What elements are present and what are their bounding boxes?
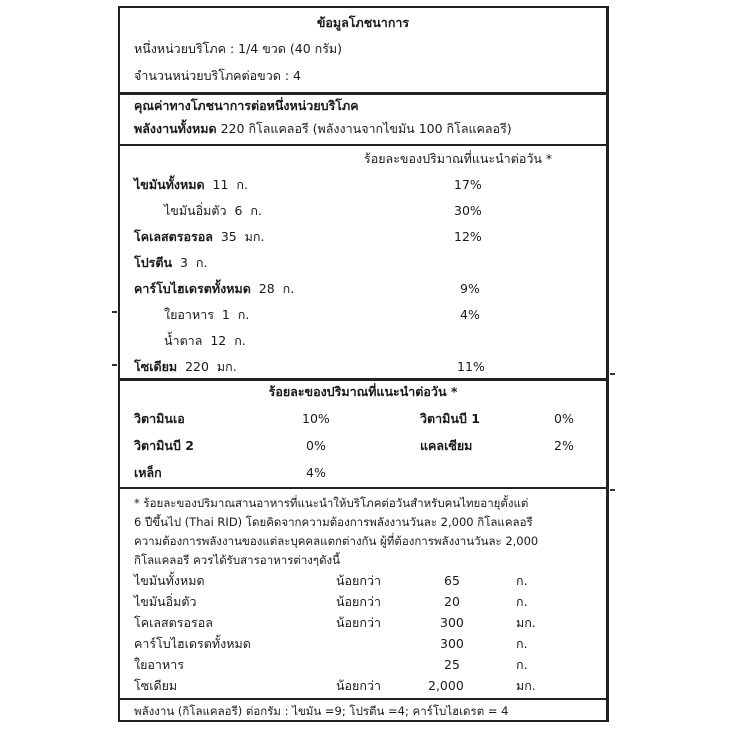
divider — [120, 144, 606, 146]
reference-value: 65 — [444, 573, 460, 588]
nutrient-amount: 12 — [210, 333, 227, 348]
divider — [120, 698, 606, 700]
nutrient-name: ไขมันทั้งหมด — [134, 177, 205, 192]
nutrient-name: โปรตีน — [134, 255, 173, 270]
nutrient-percent: 4% — [460, 307, 480, 322]
reference-qualifier: น้อยกว่า — [336, 594, 381, 609]
nutrient-row — [164, 333, 246, 349]
reference-value: 2,000 — [428, 678, 464, 693]
nutrient-name: โคเลสตรอรอล — [134, 229, 213, 244]
mineral-name: แคลเซียม — [420, 438, 473, 453]
reference-value: 25 — [444, 657, 460, 672]
nutrient-row — [164, 307, 249, 323]
reference-qualifier: น้อยกว่า — [336, 615, 381, 630]
nutrient-percent: 17% — [454, 177, 482, 192]
reference-qualifier: น้อยกว่า — [336, 678, 381, 693]
vitamin-percent: 10% — [302, 411, 330, 426]
nutrient-unit: ก. — [237, 307, 250, 322]
nutrient-row — [134, 359, 237, 375]
reference-name: ไขมันทั้งหมด — [134, 573, 205, 588]
nutrient-amount: 6 — [234, 203, 243, 218]
nutrient-unit: มก. — [216, 359, 237, 374]
reference-name: โคเลสตรอรอล — [134, 615, 213, 630]
footnote-line: ความต้องการพลังงานของแต่ละบุคคลแตกต่างกัน ผู้ที่ต้องการพลังงานวันละ 2,000 — [134, 534, 539, 548]
nutrient-row — [134, 281, 294, 297]
nutrient-name: คาร์โบไฮเดรตทั้งหมด — [134, 281, 251, 296]
percent-rdi-heading: ร้อยละของปริมาณที่แนะนำต่อวัน * — [364, 151, 553, 166]
reference-value: 20 — [444, 594, 460, 609]
reference-unit: ก. — [516, 657, 528, 672]
nutrient-unit: ก. — [250, 203, 262, 218]
footnote-line: * ร้อยละของปริมาณสานอาหารที่แนะนำให้บริโภคต่อวันสำหรับคนไทยอายุตั้งแต่ — [134, 496, 529, 510]
mineral-percent: 2% — [554, 438, 574, 453]
energy-row — [134, 121, 512, 137]
nutrient-percent: 9% — [460, 281, 480, 296]
reference-unit: มก. — [516, 678, 536, 693]
vitamins-heading: ร้อยละของปริมาณที่แนะนำต่อวัน * — [268, 384, 458, 399]
nutrition-facts-panel — [118, 6, 609, 722]
vitamin-name: วิตามินบี 1 — [420, 411, 480, 426]
nutrient-percent: 11% — [457, 359, 485, 374]
serving-size: หนึ่งหน่วยบริโภค : 1/4 ขวด (40 กรัม) — [134, 41, 343, 56]
mineral-percent: 4% — [306, 465, 326, 480]
divider — [120, 487, 606, 489]
right-edge-mark — [610, 373, 615, 375]
right-edge-mark — [610, 489, 615, 491]
nutrient-row — [134, 229, 264, 245]
left-edge-mark — [112, 311, 117, 313]
vitamin-percent: 0% — [306, 438, 326, 453]
nutrient-unit: ก. — [282, 281, 295, 296]
reference-unit: ก. — [516, 636, 528, 651]
per-serving-heading: คุณค่าทางโภชนาการต่อหนึ่งหน่วยบริโภค — [134, 98, 359, 113]
nutrient-unit: มก. — [244, 229, 265, 244]
nutrient-amount: 220 — [185, 359, 209, 374]
divider — [120, 92, 606, 95]
reference-value: 300 — [440, 636, 464, 651]
reference-unit: มก. — [516, 615, 536, 630]
nutrient-percent: 12% — [454, 229, 482, 244]
reference-unit: ก. — [516, 573, 528, 588]
nutrient-name: ไขมันอิ่มตัว — [164, 203, 227, 218]
reference-name: ไขมันอิ่มตัว — [134, 594, 197, 609]
nutrient-amount: 11 — [212, 177, 229, 192]
nutrient-unit: ก. — [234, 333, 246, 348]
vitamin-name: วิตามินบี 2 — [134, 438, 194, 453]
nutrient-row — [134, 177, 248, 193]
energy-value: 220 กิโลแคลอรี (พลังงานจากไขมัน 100 กิโลแคลอรี) — [220, 121, 512, 136]
nutrient-name: ใยอาหาร — [164, 307, 214, 322]
nutrient-amount: 3 — [179, 255, 188, 270]
nutrient-amount: 1 — [221, 307, 230, 322]
footnote-line: 6 ปีขึ้นไป (Thai RID) โดยคิดจากความต้องการพลังงานวันละ 2,000 กิโลแคลอรี — [134, 515, 533, 529]
energy-label: พลังงานทั้งหมด — [134, 121, 217, 136]
nutrient-name: โซเดียม — [134, 359, 178, 374]
reference-value: 300 — [440, 615, 464, 630]
nutrient-unit: ก. — [195, 255, 208, 270]
reference-name: โซเดียม — [134, 678, 178, 693]
nutrient-unit: ก. — [236, 177, 248, 192]
nutrient-amount: 28 — [258, 281, 275, 296]
left-edge-mark — [112, 364, 117, 366]
nutrient-name: น้ำตาล — [164, 333, 203, 348]
reference-qualifier: น้อยกว่า — [336, 573, 381, 588]
nutrient-row — [164, 203, 262, 219]
servings-per-container: จำนวนหน่วยบริโภคต่อขวด : 4 — [134, 68, 301, 83]
nutrient-amount: 35 — [220, 229, 237, 244]
reference-name: คาร์โบไฮเดรตทั้งหมด — [134, 636, 251, 651]
vitamin-percent: 0% — [554, 411, 574, 426]
divider — [120, 378, 606, 381]
nutrition-title: ข้อมูลโภชนาการ — [316, 15, 410, 30]
nutrient-row — [134, 255, 207, 271]
vitamin-name: วิตามินเอ — [134, 411, 185, 426]
reference-name: ใยอาหาร — [134, 657, 184, 672]
footnote-line: กิโลแคลอรี ควรได้รับสารอาหารต่างๆดังนี้ — [134, 553, 341, 567]
nutrient-percent: 30% — [454, 203, 482, 218]
energy-per-gram: พลังงาน (กิโลแคลอรี) ต่อกรัม : ไขมัน =9; โปรตีน =4; คาร์โบไฮเดรต = 4 — [134, 704, 509, 718]
mineral-name: เหล็ก — [134, 465, 162, 480]
reference-unit: ก. — [516, 594, 528, 609]
